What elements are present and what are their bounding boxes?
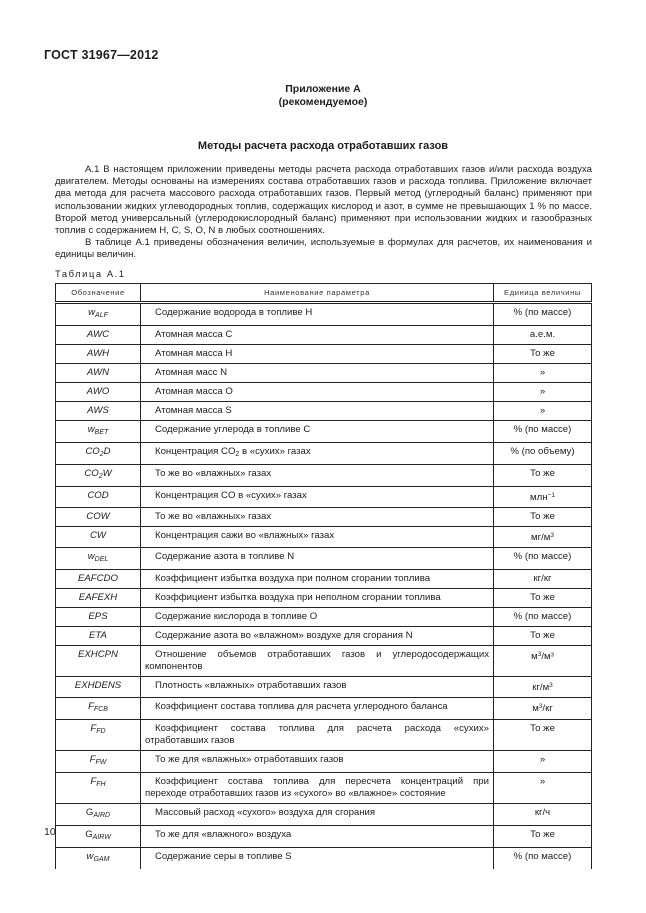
symbol-main: EAFCDO xyxy=(78,573,118,584)
symbol-main: ETA xyxy=(89,630,107,641)
symbol-main: w xyxy=(88,307,96,318)
table-row xyxy=(56,443,592,465)
parameter-name: То же во «влажных» газах xyxy=(155,511,272,522)
table-row xyxy=(56,720,592,751)
symbol-subscript: GAM xyxy=(93,856,110,863)
cell-unit xyxy=(494,421,592,443)
cell-symbol xyxy=(56,773,141,804)
unit-main: То же xyxy=(530,468,555,479)
symbol-main: CO xyxy=(84,468,99,479)
cell-parameter-name xyxy=(141,608,494,627)
parameter-name: Содержание серы в топливе S xyxy=(155,851,292,862)
unit-main: кг/м xyxy=(532,682,550,693)
unit-tail: /м³ xyxy=(541,651,554,662)
cell-unit xyxy=(494,364,592,383)
body-text xyxy=(55,164,592,262)
cell-unit xyxy=(494,508,592,527)
table-row xyxy=(56,646,592,677)
unit-main: % (по массе) xyxy=(513,551,572,562)
cell-parameter-name xyxy=(141,751,494,773)
unit-superscript: −1 xyxy=(547,492,555,499)
cell-unit xyxy=(494,589,592,608)
unit-main: » xyxy=(539,776,546,787)
table-body xyxy=(56,303,592,870)
annex-title: Приложение А xyxy=(285,83,361,95)
cell-unit xyxy=(494,402,592,421)
symbol-main: AWC xyxy=(86,329,110,340)
cell-unit xyxy=(494,326,592,345)
parameter-name: Плотность «влажных» отработавших газов xyxy=(155,680,347,691)
cell-symbol xyxy=(56,608,141,627)
cell-symbol xyxy=(56,487,141,508)
paragraph: А.1 В настоящем приложении приведены методы расчета расхода отработавших газов и/или расхода воздуха двигателем. Методы основаны на измерениях состава отработавших газов и расхода топлива. Приложение включает два метода для расчета массового расхода отработавших газов. Первый метод (углеродный баланс) применяют при использовании жидких углеводородных топлив, содержащих кислород и азот, в сумме не превышающих 1 % по массе. Второй метод универсальный (углеродокислородный баланс) применяют при использовании жидких и газообразных топлив с содержанием H, C, S, O, N в любых соотношениях. xyxy=(55,164,592,237)
table-row xyxy=(56,826,592,848)
parameter-name: Содержание азота в топливе N xyxy=(155,551,295,562)
table-row xyxy=(56,548,592,570)
header-symbol: Обозначение xyxy=(56,284,141,303)
parameter-name: Атомная масса H xyxy=(155,348,233,359)
section-title: Методы расчета расхода отработавших газов xyxy=(197,140,449,152)
unit-main: а.е.м. xyxy=(529,329,556,340)
cell-parameter-name xyxy=(141,804,494,826)
symbol-subscript: ALF xyxy=(95,312,108,319)
table-row xyxy=(56,698,592,720)
cell-symbol xyxy=(56,364,141,383)
table-caption: Таблица А.1 xyxy=(55,269,126,279)
parameter-name: Концентрация сажи во «влажных» газах xyxy=(155,530,335,541)
unit-main: м xyxy=(532,703,539,714)
cell-parameter-name xyxy=(141,720,494,751)
parameter-name: Содержание кислорода в топливе O xyxy=(155,611,318,622)
symbol-main: EXHDENS xyxy=(74,680,122,691)
cell-unit xyxy=(494,826,592,848)
unit-main: То же xyxy=(530,592,555,603)
table-row xyxy=(56,570,592,589)
parameter-name: Коэффициент состава топлива для расчета углеродного баланса xyxy=(155,701,448,712)
unit-main: То же xyxy=(530,829,555,840)
table-row xyxy=(56,608,592,627)
symbol-main: EXHCPN xyxy=(78,649,118,660)
symbol-main: w xyxy=(87,424,95,435)
symbol-subscript: 2 xyxy=(98,473,103,480)
table-row xyxy=(56,303,592,326)
cell-symbol xyxy=(56,548,141,570)
cell-unit xyxy=(494,698,592,720)
unit-main: кг/ч xyxy=(534,807,551,818)
cell-parameter-name xyxy=(141,383,494,402)
parameter-name-part: Концентрация CO xyxy=(155,446,236,457)
symbol-main: EAFEXH xyxy=(78,592,118,603)
table-row xyxy=(56,465,592,487)
parameter-name: Атомная масса O xyxy=(155,386,233,397)
cell-unit xyxy=(494,848,592,870)
table-header-row xyxy=(56,284,592,303)
unit-main: мг/м xyxy=(531,532,551,543)
table-row xyxy=(56,804,592,826)
unit-superscript: 3 xyxy=(538,703,543,710)
symbol-main: COD xyxy=(87,490,109,501)
cell-unit xyxy=(494,487,592,508)
unit-main: м xyxy=(531,651,538,662)
cell-unit xyxy=(494,627,592,646)
symbol-subscript: BET xyxy=(94,429,109,436)
symbol-main: AWH xyxy=(86,348,110,359)
parameter-name: То же для «влажных» отработавших газов xyxy=(155,754,344,765)
cell-parameter-name xyxy=(141,527,494,548)
table-row xyxy=(56,627,592,646)
cell-parameter-name xyxy=(141,677,494,698)
cell-symbol xyxy=(56,570,141,589)
unit-superscript: 3 xyxy=(549,682,553,689)
symbol-subscript: 2 xyxy=(99,451,104,458)
unit-main: % (по массе) xyxy=(513,851,572,862)
cell-symbol xyxy=(56,720,141,751)
cell-parameter-name xyxy=(141,627,494,646)
cell-unit xyxy=(494,443,592,465)
unit-superscript: 3 xyxy=(537,651,542,658)
cell-symbol xyxy=(56,627,141,646)
cell-unit xyxy=(494,548,592,570)
parameter-name: Атомная масс N xyxy=(155,367,228,378)
unit-main: % (по массе) xyxy=(513,611,572,622)
table-row xyxy=(56,773,592,804)
cell-symbol xyxy=(56,421,141,443)
cell-symbol xyxy=(56,303,141,326)
cell-unit xyxy=(494,383,592,402)
cell-parameter-name xyxy=(141,303,494,326)
cell-symbol xyxy=(56,402,141,421)
cell-unit xyxy=(494,527,592,548)
header-name: Наименование параметра xyxy=(141,284,494,303)
parameter-name: Отношение объемов отработавших газов и углеродосодержащих компонентов xyxy=(145,649,489,672)
cell-unit xyxy=(494,570,592,589)
parameter-name-part: 2 xyxy=(235,451,240,458)
cell-unit xyxy=(494,804,592,826)
symbol-tail: W xyxy=(102,468,112,479)
header-unit: Единица величины xyxy=(494,284,592,303)
annex-heading xyxy=(0,83,646,109)
cell-symbol xyxy=(56,804,141,826)
cell-parameter-name xyxy=(141,487,494,508)
parameter-name: Содержание азота во «влажном» воздухе для сгорания N xyxy=(155,630,413,641)
table-row xyxy=(56,383,592,402)
unit-main: » xyxy=(539,386,546,397)
parameter-name: То же для «влажного» воздуха xyxy=(155,829,292,840)
parameter-name: Коэффициент состава топлива для пересчета концентраций при переходе отработавших газов из «сухого» во «влажное» состояние xyxy=(145,776,489,799)
table-row xyxy=(56,402,592,421)
parameter-name-part: в «сухих» газах xyxy=(239,446,311,457)
parameters-table xyxy=(55,283,592,869)
cell-unit xyxy=(494,646,592,677)
cell-symbol xyxy=(56,698,141,720)
symbol-main: F xyxy=(90,776,97,787)
cell-symbol xyxy=(56,383,141,402)
cell-parameter-name xyxy=(141,402,494,421)
table-row xyxy=(56,364,592,383)
parameter-name: Концентрация CO в «сухих» газах xyxy=(155,490,307,501)
cell-symbol xyxy=(56,677,141,698)
symbol-subscript: AIRD xyxy=(93,812,111,819)
cell-parameter-name xyxy=(141,698,494,720)
symbol-subscript: FW xyxy=(95,759,107,766)
cell-unit xyxy=(494,720,592,751)
unit-tail: /кг xyxy=(542,703,553,714)
cell-symbol xyxy=(56,589,141,608)
unit-main: То же xyxy=(530,511,555,522)
unit-main: То же xyxy=(530,630,555,641)
symbol-subscript: FD xyxy=(96,728,106,735)
symbol-subscript: FH xyxy=(96,781,106,788)
cell-unit xyxy=(494,751,592,773)
cell-symbol xyxy=(56,465,141,487)
table-row xyxy=(56,589,592,608)
cell-symbol xyxy=(56,646,141,677)
cell-parameter-name xyxy=(141,508,494,527)
cell-parameter-name xyxy=(141,345,494,364)
annex-status: (рекомендуемое) xyxy=(278,96,368,108)
cell-parameter-name xyxy=(141,570,494,589)
table-row xyxy=(56,326,592,345)
table-row xyxy=(56,527,592,548)
unit-main: % (по объему) xyxy=(510,446,575,457)
paragraph: В таблице А.1 приведены обозначения величин, используемые в формулах для расчетов, их наименования и единицы величин. xyxy=(55,237,592,261)
parameter-name: Атомная масса S xyxy=(155,405,232,416)
parameter-name: Коэффициент избытка воздуха при полном сгорании топлива xyxy=(155,573,431,584)
cell-symbol xyxy=(56,443,141,465)
unit-main: млн xyxy=(530,492,548,503)
parameter-name: Коэффициент избытка воздуха при неполном сгорании топлива xyxy=(155,592,441,603)
standard-code: ГОСТ 31967—2012 xyxy=(44,48,159,62)
symbol-main: F xyxy=(88,701,94,712)
cell-symbol xyxy=(56,751,141,773)
table-row xyxy=(56,677,592,698)
parameter-name: То же во «влажных» газах xyxy=(155,468,272,479)
unit-main: » xyxy=(539,754,546,765)
parameter-name: Атомная масса C xyxy=(155,329,233,340)
unit-main: » xyxy=(539,367,546,378)
cell-parameter-name xyxy=(141,589,494,608)
cell-parameter-name xyxy=(141,646,494,677)
cell-symbol xyxy=(56,345,141,364)
cell-parameter-name xyxy=(141,548,494,570)
table-row xyxy=(56,751,592,773)
symbol-main: F xyxy=(89,754,96,765)
symbol-main: COW xyxy=(86,511,110,522)
table-row xyxy=(56,421,592,443)
unit-main: » xyxy=(539,405,546,416)
cell-unit xyxy=(494,465,592,487)
symbol-main: w xyxy=(86,851,94,862)
symbol-subscript: AIRW xyxy=(92,834,111,841)
unit-main: % (по массе) xyxy=(513,307,572,318)
symbol-main: w xyxy=(87,551,95,562)
symbol-main: F xyxy=(90,723,97,734)
symbol-main: AWO xyxy=(86,386,110,397)
table-row xyxy=(56,848,592,870)
cell-parameter-name xyxy=(141,848,494,870)
table-row xyxy=(56,345,592,364)
symbol-subscript: DEL xyxy=(94,556,109,563)
cell-unit xyxy=(494,608,592,627)
unit-main: То же xyxy=(530,723,555,734)
cell-symbol xyxy=(56,508,141,527)
symbol-main: EPS xyxy=(88,611,108,622)
parameter-name: Коэффициент состава топлива для расчета расхода «сухих» отработавших газов xyxy=(145,723,489,746)
cell-symbol xyxy=(56,527,141,548)
unit-main: кг/кг xyxy=(533,573,552,584)
parameter-name: Содержание углерода в топливе C xyxy=(155,424,311,435)
cell-parameter-name xyxy=(141,443,494,465)
symbol-main: AWN xyxy=(86,367,110,378)
parameter-name: Содержание водорода в топливе H xyxy=(155,307,313,318)
cell-parameter-name xyxy=(141,826,494,848)
symbol-main: CW xyxy=(90,530,106,541)
unit-main: То же xyxy=(530,348,555,359)
page-number: 10 xyxy=(44,826,56,838)
cell-parameter-name xyxy=(141,773,494,804)
symbol-subscript: FCB xyxy=(93,706,108,713)
cell-symbol xyxy=(56,326,141,345)
cell-unit xyxy=(494,345,592,364)
symbol-main: AWS xyxy=(87,405,109,416)
cell-unit xyxy=(494,677,592,698)
unit-superscript: 3 xyxy=(550,532,554,539)
unit-main: % (по массе) xyxy=(513,424,572,435)
cell-unit xyxy=(494,303,592,326)
cell-unit xyxy=(494,773,592,804)
symbol-main: G xyxy=(85,829,93,840)
symbol-tail: D xyxy=(103,446,111,457)
cell-parameter-name xyxy=(141,421,494,443)
cell-parameter-name xyxy=(141,326,494,345)
cell-symbol xyxy=(56,826,141,848)
parameter-name: Массовый расход «сухого» воздуха для сгорания xyxy=(155,807,376,818)
table-row xyxy=(56,508,592,527)
cell-parameter-name xyxy=(141,465,494,487)
cell-symbol xyxy=(56,848,141,870)
cell-parameter-name xyxy=(141,364,494,383)
symbol-main: CO xyxy=(85,446,100,457)
symbol-main: G xyxy=(85,807,94,818)
table-row xyxy=(56,487,592,508)
